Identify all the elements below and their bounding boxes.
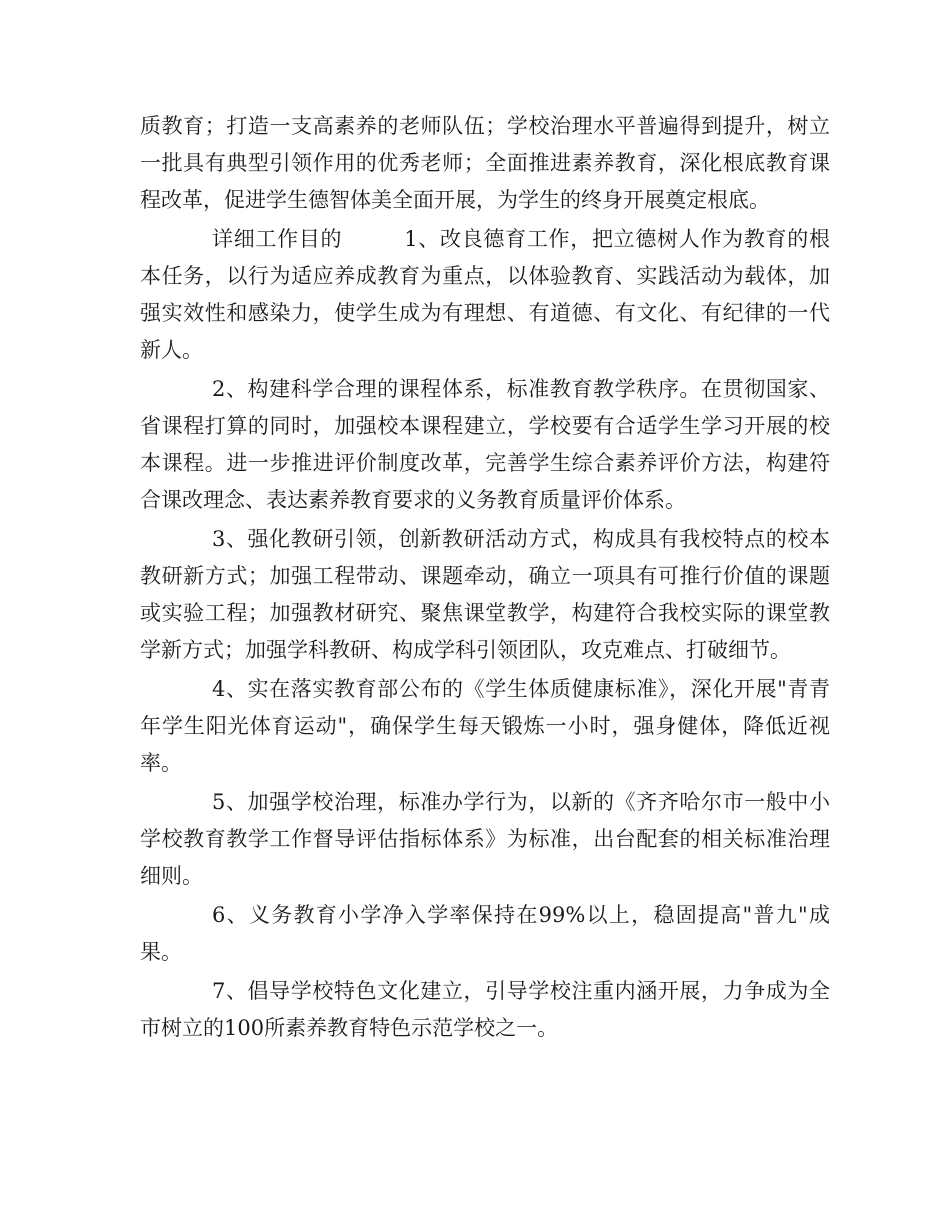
paragraph-goal-7: 7、倡导学校特色文化建立，引导学校注重内涵开展，力争成为全市树立的100所素养教育特色示范学校之一。 — [140, 979, 830, 1040]
paragraph-goal-5: 5、加强学校治理，标准办学行为，以新的《齐齐哈尔市一般中小学校教育教学工作督导评估指标体系》为标准，出台配套的相关标准治理细则。 — [140, 790, 830, 888]
document-body — [140, 108, 830, 1049]
paragraph-goal-1 — [140, 221, 830, 369]
paragraph-goal-2: 2、构建科学合理的课程体系，标准教育教学秩序。在贯彻国家、省课程打算的同时，加强校本课程建立，学校要有合适学生学习开展的校本课程。进一步推进评价制度改革，完善学生综合素养评价方法，构建符合课改理念、表达素养教育要求的义务教育质量评价体系。 — [140, 377, 830, 512]
paragraph-intro-continuation: 质教育；打造一支高素养的老师队伍；学校治理水平普遍得到提升，树立一批具有典型引领作用的优秀老师；全面推进素养教育，深化根底教育课程改革，促进学生德智体美全面开展，为学生的终身开展奠定根底。 — [140, 114, 830, 212]
paragraph-goal-6: 6、义务教育小学净入学率保持在99%以上，稳固提高"普九"成果。 — [140, 903, 830, 964]
section-heading-specific-goals: 详细工作目的 — [212, 227, 343, 251]
paragraph-goal-4: 4、实在落实教育部公布的《学生体质健康标准》，深化开展"青青年学生阳光体育运动"，确保学生每天锻炼一小时，强身健体，降低近视率。 — [140, 677, 830, 775]
paragraph-goal-3: 3、强化教研引领，创新教研活动方式，构成具有我校特点的校本教研新方式；加强工程带动、课题牵动，确立一项具有可推行价值的课题或实验工程；加强教材研究、聚焦课堂教学，构建符合我校实际的课堂教学新方式；加强学科教研、构成学科引领团队，攻克难点、打破细节。 — [140, 527, 830, 662]
paragraph-goal-1-text: 1、改良德育工作，把立德树人作为教育的根本任务，以行为适应养成教育为重点，以体验教育、实践活动为载体，加强实效性和感染力，使学生成为有理想、有道德、有文化、有纪律的一代新人。 — [140, 227, 831, 362]
